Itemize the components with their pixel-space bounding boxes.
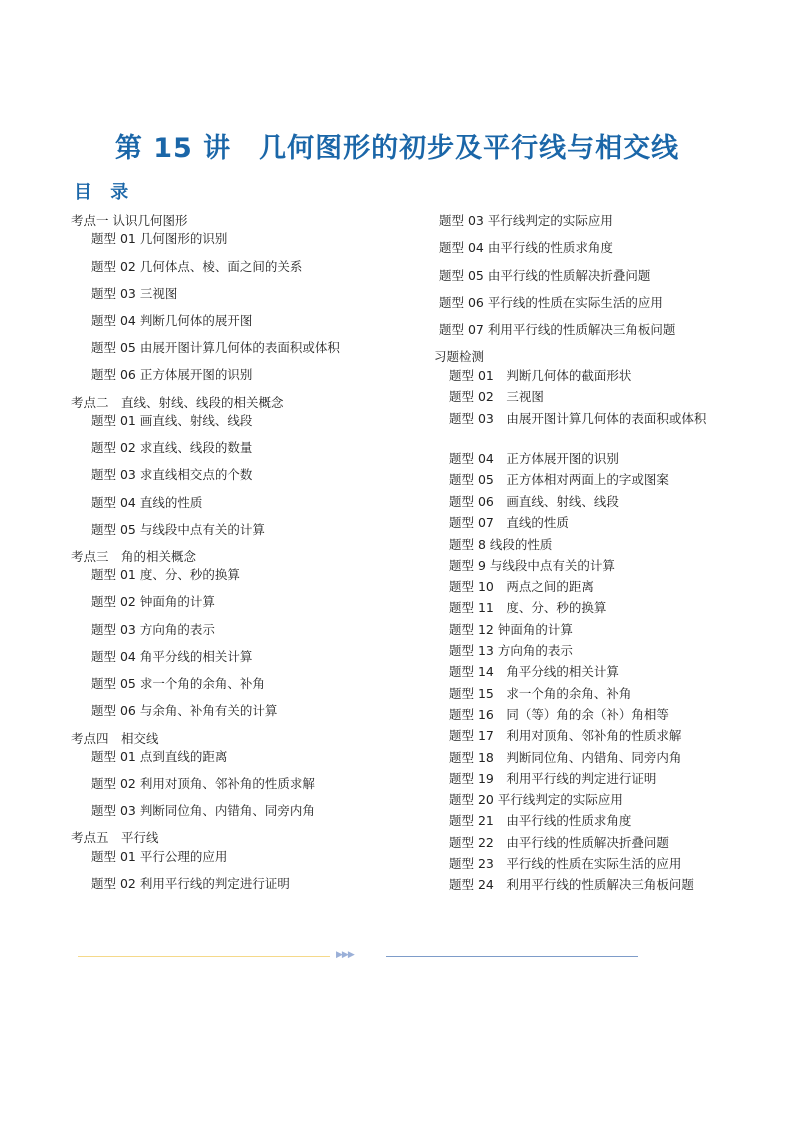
footer-divider-left [78, 956, 330, 957]
toc-item: 题型 06 平行线的性质在实际生活的应用 [439, 295, 663, 310]
exercise-item: 题型 22 由平行线的性质解决折叠问题 [449, 835, 669, 850]
toc-item: 题型 05 与线段中点有关的计算 [91, 522, 265, 537]
toc-item: 题型 05 求一个角的余角、补角 [91, 676, 265, 691]
toc-item: 题型 01 几何图形的识别 [91, 231, 228, 246]
exercise-item: 题型 11 度、分、秒的换算 [449, 600, 607, 615]
footer-divider-right [386, 956, 638, 957]
exercise-item: 题型 13 方向角的表示 [449, 643, 573, 658]
exercise-item: 题型 04 正方体展开图的识别 [449, 451, 619, 466]
toc-item: 题型 03 方向角的表示 [91, 622, 215, 637]
exercise-item: 题型 14 角平分线的相关计算 [449, 664, 619, 679]
exercise-item: 题型 20 平行线判定的实际应用 [449, 792, 623, 807]
toc-item: 题型 02 求直线、线段的数量 [91, 440, 253, 455]
exercise-item: 题型 02 三视图 [449, 389, 544, 404]
toc-item: 题型 03 求直线相交点的个数 [91, 467, 253, 482]
toc-item: 题型 02 利用对顶角、邻补角的性质求解 [91, 776, 315, 791]
toc-item: 题型 01 度、分、秒的换算 [91, 567, 240, 582]
toc-item: 题型 02 利用平行线的判定进行证明 [91, 876, 290, 891]
exercise-item: 题型 18 判断同位角、内错角、同旁内角 [449, 750, 682, 765]
toc-item: 题型 05 由平行线的性质解决折叠问题 [439, 268, 651, 283]
toc-item: 题型 02 几何体点、棱、面之间的关系 [91, 259, 303, 274]
toc-item: 题型 04 直线的性质 [91, 495, 203, 510]
exercise-item: 题型 9 与线段中点有关的计算 [449, 558, 615, 573]
exercise-item: 题型 17 利用对顶角、邻补角的性质求解 [449, 728, 682, 743]
exercise-heading: 习题检测 [434, 349, 485, 364]
toc-topic-heading: 考点五 平行线 [71, 830, 159, 845]
page-title: 第 15 讲 几何图形的初步及平行线与相交线 [114, 133, 680, 164]
toc-topic-heading: 考点二 直线、射线、线段的相关概念 [71, 395, 284, 410]
exercise-item: 题型 12 钟面角的计算 [449, 622, 573, 637]
exercise-item: 题型 19 利用平行线的判定进行证明 [449, 771, 657, 786]
exercise-item: 题型 01 判断几何体的截面形状 [449, 368, 632, 383]
toc-item: 题型 06 与余角、补角有关的计算 [91, 703, 278, 718]
exercise-item: 题型 23 平行线的性质在实际生活的应用 [449, 856, 682, 871]
toc-item: 题型 04 判断几何体的展开图 [91, 313, 253, 328]
exercise-item: 题型 15 求一个角的余角、补角 [449, 686, 632, 701]
toc-heading: 目 录 [74, 182, 135, 203]
exercise-item: 题型 07 直线的性质 [449, 515, 569, 530]
toc-topic-heading: 考点一 认识几何图形 [71, 213, 188, 228]
toc-item: 题型 01 画直线、射线、线段 [91, 413, 253, 428]
toc-item: 题型 03 判断同位角、内错角、同旁内角 [91, 803, 315, 818]
toc-item: 题型 04 角平分线的相关计算 [91, 649, 253, 664]
toc-item: 题型 01 平行公理的应用 [91, 849, 228, 864]
exercise-item: 题型 10 两点之间的距离 [449, 579, 594, 594]
exercise-item: 题型 21 由平行线的性质求角度 [449, 813, 632, 828]
exercise-item: 题型 8 线段的性质 [449, 537, 553, 552]
toc-item: 题型 03 三视图 [91, 286, 178, 301]
toc-item: 题型 01 点到直线的距离 [91, 749, 228, 764]
toc-item: 题型 02 钟面角的计算 [91, 594, 215, 609]
exercise-item: 题型 06 画直线、射线、线段 [449, 494, 619, 509]
toc-item: 题型 05 由展开图计算几何体的表面积或体积 [91, 340, 340, 355]
exercise-item: 题型 16 同（等）角的余（补）角相等 [449, 707, 669, 722]
toc-item: 题型 03 平行线判定的实际应用 [439, 213, 613, 228]
toc-item: 题型 06 正方体展开图的识别 [91, 367, 253, 382]
toc-topic-heading: 考点三 角的相关概念 [71, 549, 197, 564]
footer-arrows-icon: ▶▶▶ [336, 950, 354, 960]
exercise-item: 题型 24 利用平行线的性质解决三角板问题 [449, 877, 694, 892]
exercise-item: 题型 03 由展开图计算几何体的表面积或体积 [449, 411, 707, 426]
toc-topic-heading: 考点四 相交线 [71, 731, 159, 746]
toc-item: 题型 04 由平行线的性质求角度 [439, 240, 613, 255]
exercise-item: 题型 05 正方体相对两面上的字或图案 [449, 472, 669, 487]
toc-item: 题型 07 利用平行线的性质解决三角板问题 [439, 322, 676, 337]
